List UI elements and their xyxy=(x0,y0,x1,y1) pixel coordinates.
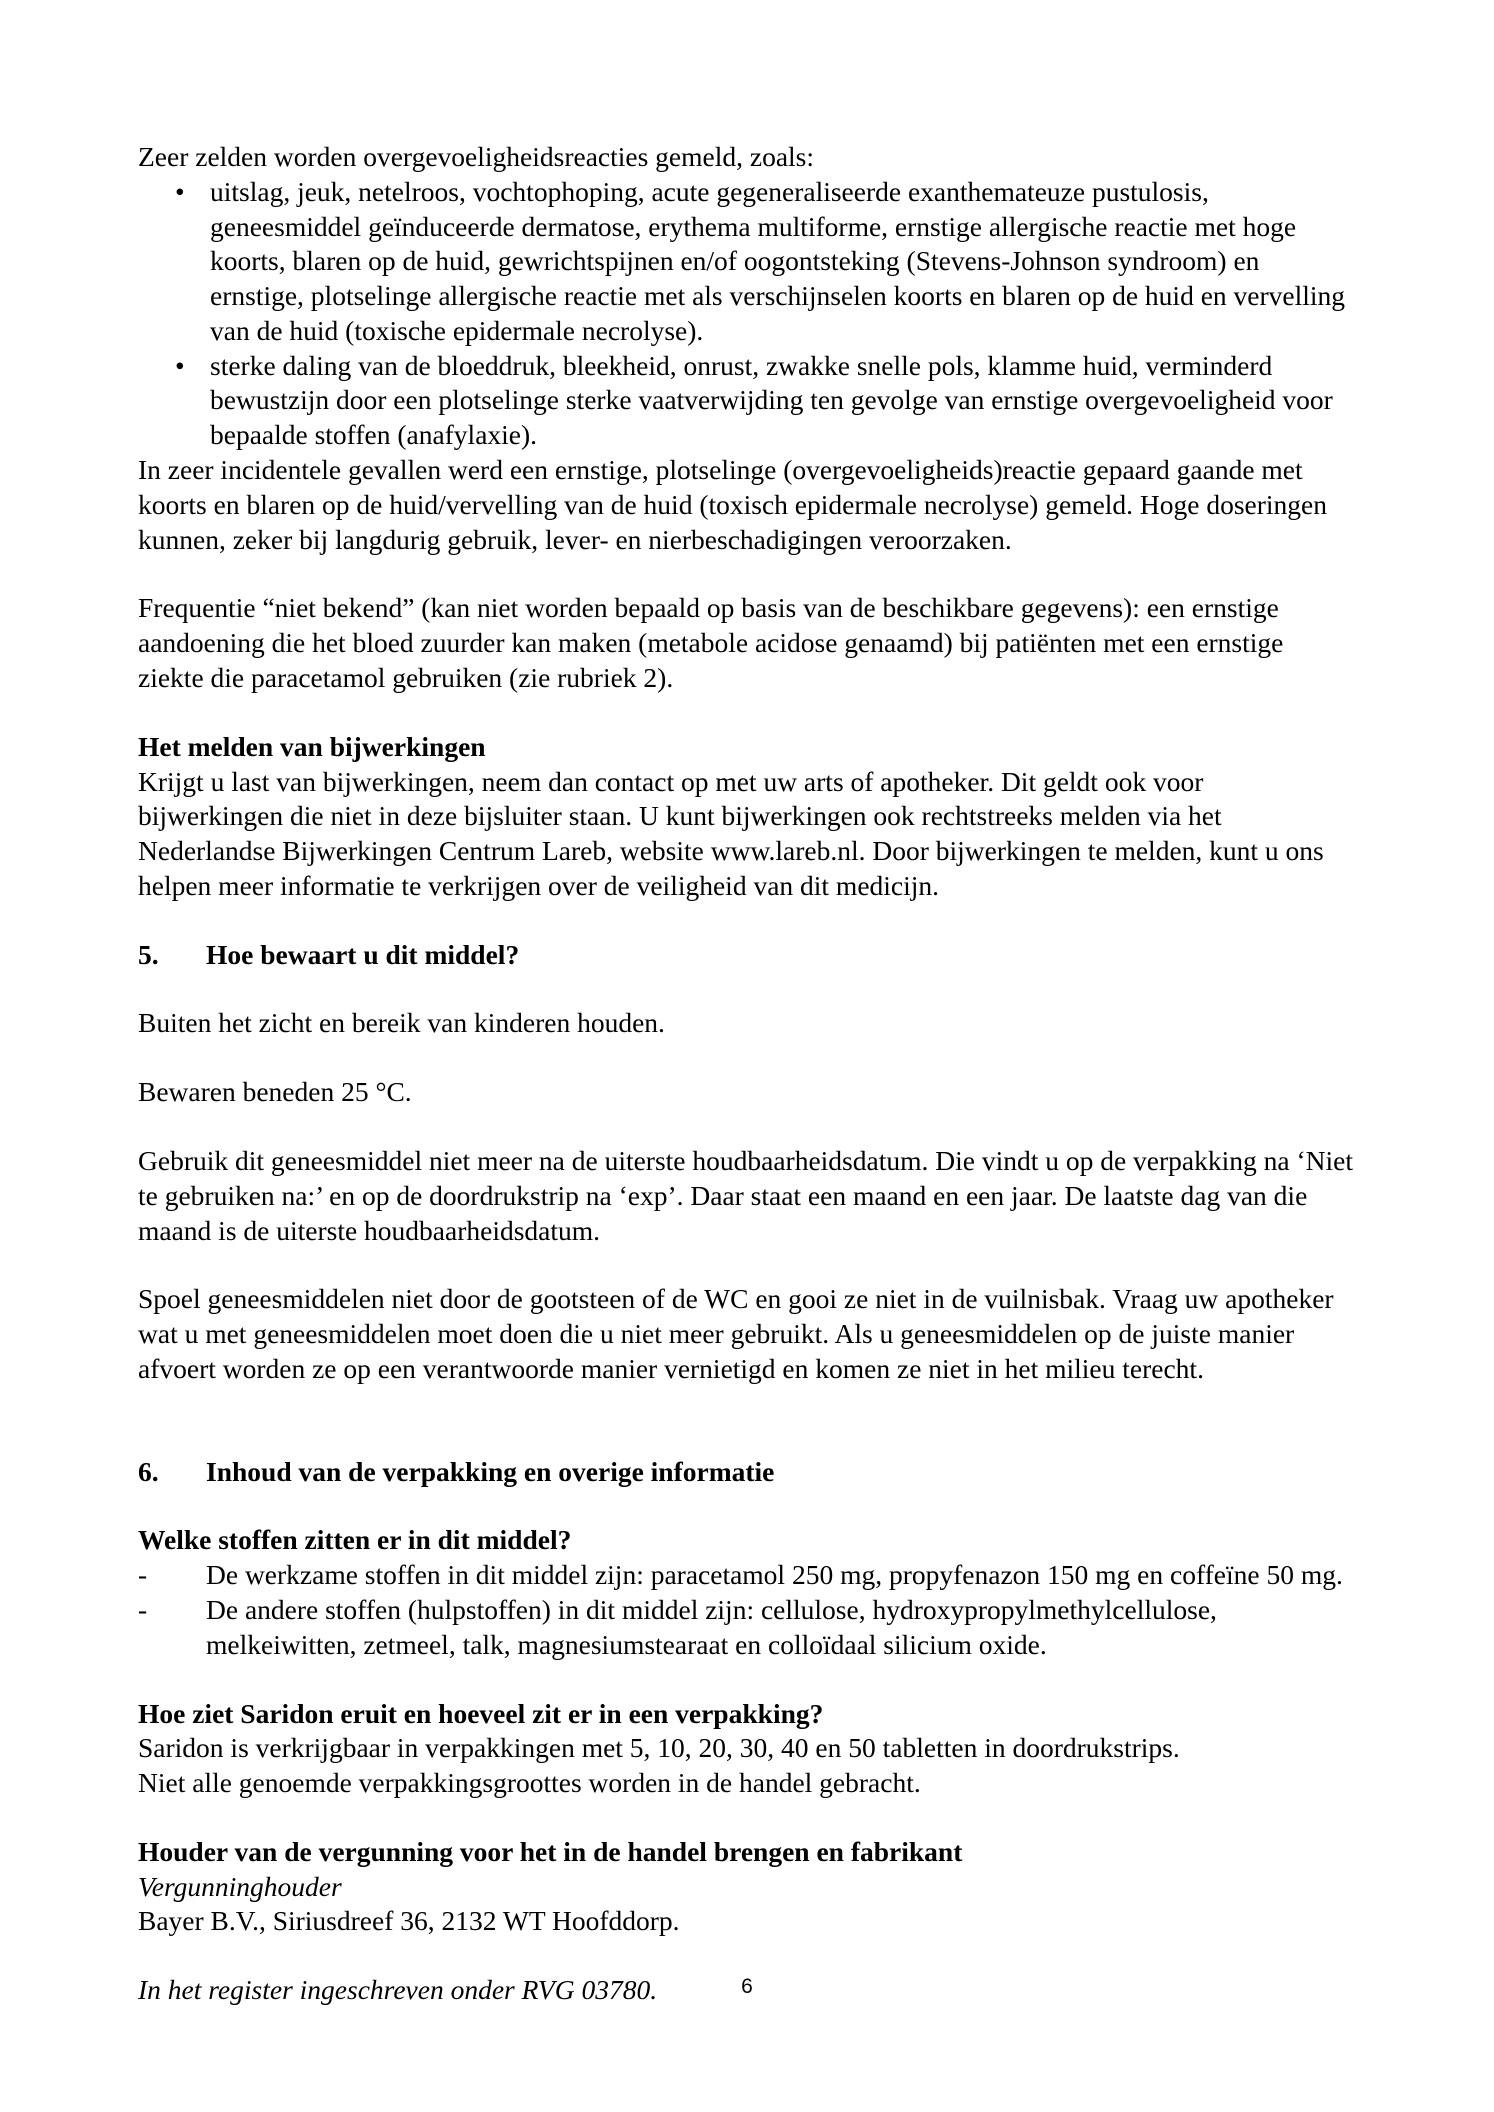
ingredients-list xyxy=(138,1558,1353,1662)
storage-temperature-paragraph: Bewaren beneden 25 °C. xyxy=(138,1076,412,1108)
appearance-line-2: Niet alle genoemde verpakkingsgroottes worden in de handel gebracht. xyxy=(138,1767,921,1799)
list-item xyxy=(138,175,1353,349)
page-number: 6 xyxy=(741,1975,753,1998)
spacer xyxy=(138,696,1353,730)
holder-heading: Houder van de vergunning voor het in de handel brengen en fabrikant xyxy=(138,1835,963,1867)
frequency-paragraph: Frequentie “niet bekend” (kan niet worden bepaald op basis van de beschikbare gegevens): een ernstige aandoening die het bloed zuurder kan maken (metabole acidose genaamd) bij patiënten met een ernstige ziekte die paracetamol gebruiken (zie rubriek 2). xyxy=(138,592,1284,693)
spacer xyxy=(138,1939,1353,1973)
registration-line: In het register ingeschreven onder RVG 03780. xyxy=(138,1974,658,2006)
side-effects-bullet-list xyxy=(138,175,1353,453)
spacer xyxy=(138,1387,1353,1455)
spacer xyxy=(138,904,1353,938)
section-6-title: Inhoud van de verpakking en overige informatie xyxy=(206,1455,775,1487)
storage-disposal-paragraph: Spoel geneesmiddelen niet door de gootsteen of de WC en gooi ze niet in de vuilnisbak. Vraag uw apotheker wat u met geneesmiddelen moet doen die u niet meer gebruikt. Als u geneesmiddelen op de juiste manier afvoert worden ze op een verantwoorde manier vernietigd en komen ze niet in het milieu terecht. xyxy=(138,1283,1334,1384)
list-item xyxy=(138,1558,1353,1593)
section-5-title: Hoe bewaart u dit middel? xyxy=(206,938,520,970)
list-item-text: uitslag, jeuk, netelroos, vochtophoping, acute gegeneraliseerde exanthemateuze pustulosis, geneesmiddel geïnduceerde dermatose, erythema multiforme, ernstige allergische reactie met hoge koorts, blaren op de huid, gewrichtspijnen en/of oogontsteking (Stevens-Johnson syndroom) en ernstige, plotselinge allergische reactie met als verschijnselen koorts en blaren op de huid en vervelling van de huid (toxische epidermale necrolyse). xyxy=(210,175,1346,346)
spacer xyxy=(138,1663,1353,1697)
section-6-heading xyxy=(138,1455,1353,1490)
list-item xyxy=(138,1593,1353,1663)
side-effects-intro: Zeer zelden worden overgevoeligheidsreacties gemeld, zoals: xyxy=(138,141,815,172)
page-content xyxy=(138,140,1353,2008)
section-5-heading xyxy=(138,938,1353,973)
appearance-heading: Hoe ziet Saridon eruit en hoeveel zit er in een verpakking? xyxy=(138,1697,824,1729)
side-effects-after-bullets: In zeer incidentele gevallen werd een ernstige, plotselinge (overgevoeligheids)reactie gepaard gaande met koorts en blaren op de huid/vervelling van de huid (toxisch epidermale necrolyse) gemeld. Hoge doseringen kunnen, zeker bij langdurig gebruik, lever- en nierbeschadigingen veroorzaken. xyxy=(138,454,1328,555)
holder-address: Bayer B.V., Siriusdreef 36, 2132 WT Hoofddorp. xyxy=(138,1905,680,1937)
spacer xyxy=(138,557,1353,591)
spacer xyxy=(138,1801,1353,1835)
dash-icon: - xyxy=(138,1594,148,1625)
list-item-text: sterke daling van de bloeddruk, bleekheid, onrust, zwakke snelle pols, klamme huid, verminderd bewustzijn door een plotselinge sterke vaatverwijding ten gevolge van ernstige overgevoeligheid voor bepaalde stoffen (anafylaxie). xyxy=(210,349,1333,451)
reporting-body: Krijgt u last van bijwerkingen, neem dan contact op met uw arts of apotheker. Dit geldt ook voor bijwerkingen die niet in deze bijsluiter staan. U kunt bijwerkingen ook rechtstreeks melden via het Nederlandse Bijwerkingen Centrum Lareb, website www.lareb.nl. Door bijwerkingen te melden, kunt u ons helpen meer informatie te verkrijgen over de veiligheid van dit medicijn. xyxy=(138,765,1324,901)
dash-icon: - xyxy=(138,1559,148,1591)
list-item-text: De andere stoffen (hulpstoffen) in dit middel zijn: cellulose, hydroxypropylmethylcellulose, melkeiwitten, zetmeel, talk, magnesiumstearaat en colloïdaal silicium oxide. xyxy=(206,1594,1217,1660)
spacer xyxy=(138,972,1353,1006)
storage-expiry-paragraph: Gebruik dit geneesmiddel niet meer na de uiterste houdbaarheidsdatum. Die vindt u op de verpakking na ‘Niet te gebruiken na:’ en op de doordrukstrip na ‘exp’. Daar staat een maand en een jaar. De laatste dag van die maand is de uiterste houdbaarheidsdatum. xyxy=(138,1144,1353,1246)
list-item xyxy=(138,349,1353,453)
spacer xyxy=(138,1041,1353,1075)
bullet-icon: • xyxy=(175,349,185,381)
spacer xyxy=(138,1489,1353,1523)
reporting-heading: Het melden van bijwerkingen xyxy=(138,730,486,762)
spacer xyxy=(138,1110,1353,1144)
holder-label: Vergunninghouder xyxy=(138,1870,342,1902)
storage-children-paragraph: Buiten het zicht en bereik van kinderen houden. xyxy=(138,1007,665,1039)
list-item-text: De werkzame stoffen in dit middel zijn: paracetamol 250 mg, propyfenazon 150 mg en coffeïne 50 mg. xyxy=(206,1559,1343,1591)
section-6-number: 6. xyxy=(138,1455,159,1487)
spacer xyxy=(138,1248,1353,1282)
section-5-number: 5. xyxy=(138,938,159,970)
bullet-icon: • xyxy=(175,175,185,207)
ingredients-heading: Welke stoffen zitten er in dit middel? xyxy=(138,1524,572,1556)
appearance-line-1: Saridon is verkrijgbaar in verpakkingen met 5, 10, 20, 30, 40 en 50 tabletten in doordrukstrips. xyxy=(138,1732,1180,1764)
